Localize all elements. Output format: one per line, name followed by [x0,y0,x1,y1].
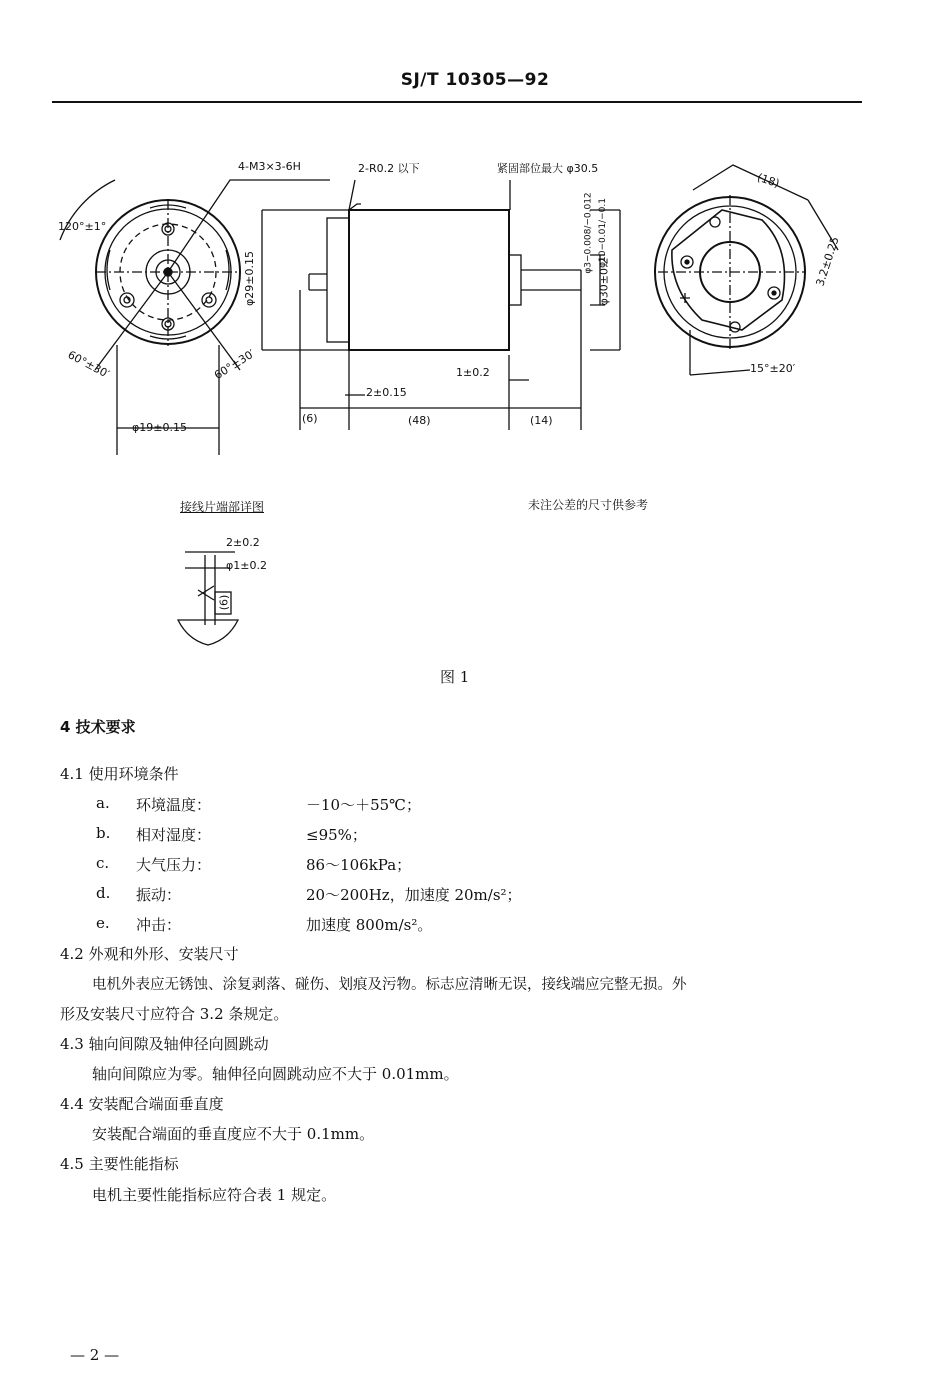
label-max-diameter: 紧固部位最大 φ30.5 [497,162,599,175]
item-b-value: ≤95%； [306,826,367,844]
figure-caption: 图 1 [440,668,470,686]
item-b-key: b. [96,824,111,842]
item-c-value: 86～106kPa； [306,856,412,874]
item-b-label: 相对湿度： [136,826,212,844]
section-4-3-body: 轴向间隙应为零。轴伸径向圆跳动应不大于 0.01mm。 [92,1065,459,1083]
label-dim-14: (14) [530,414,553,427]
label-dim-18: (18) [755,170,782,191]
section-4-2-title: 4.2 外观和外形、安装尺寸 [60,945,239,963]
item-d-key: d. [96,884,111,902]
section-4-4-title: 4.4 安装配合端面垂直度 [60,1095,224,1113]
label-dia29: φ29±0.15 [242,251,256,306]
item-a-label: 环境温度： [136,796,212,814]
label-dia10: φ10−0.01/−0.1 [597,198,608,268]
header-rule [52,101,862,103]
item-a-key: a. [96,794,110,812]
item-e-key: e. [96,914,110,932]
section-4-1-title: 4.1 使用环境条件 [60,765,179,783]
label-dim-1: 1±0.2 [456,366,490,379]
label-dim-2: 2±0.15 [366,386,407,399]
label-dia19: φ19±0.15 [132,421,187,434]
label-dim-6: (6) [302,412,318,425]
detail-dim-2: 2±0.2 [226,536,260,549]
label-thread: 4-M3×3-6H [238,160,301,173]
detail-title: 接线片端部详图 [180,500,265,514]
label-radius: 2-R0.2 以下 [358,162,420,175]
detail-dia-1: φ1±0.2 [226,559,267,572]
item-d-value: 20～200Hz，加速度 20m/s²； [306,886,522,904]
item-c-label: 大气压力： [136,856,212,874]
label-dim-48: (48) [408,414,431,427]
label-angle-60-right: 60°±30′ [211,347,258,382]
section-4-5-title: 4.5 主要性能指标 [60,1155,179,1173]
label-angle-120: 120°±1° [58,220,107,233]
item-c-key: c. [96,854,110,872]
motor-drawing [0,140,950,660]
section-4-4-body: 安装配合端面的垂直度应不大于 0.1mm。 [92,1125,375,1143]
section-4-3-title: 4.3 轴向间隙及轴伸径向圆跳动 [60,1035,269,1053]
document-code-header: SJ/T 10305—92 [400,70,550,90]
label-dia30: φ30±0.2 [597,257,611,306]
label-dia3: φ3−0.008/−0.012 [583,192,594,274]
label-angle-15: 15°±20′ [750,362,796,375]
rear-view [655,165,838,375]
label-dim-3-2: 3.2±0.25 [813,235,842,288]
note-tolerance: 未注公差的尺寸供参考 [528,498,649,512]
item-a-value: －10～＋55℃； [306,796,421,814]
section-4-title: 4 技术要求 [60,718,136,736]
page-number: — 2 — [70,1346,120,1364]
item-d-label: 振动： [136,886,182,904]
side-view [262,180,620,430]
label-angle-60-left: 60°±30′ [65,348,112,381]
item-e-label: 冲击： [136,916,182,934]
section-4-2-line2: 形及安装尺寸应符合 3.2 条规定。 [60,1005,289,1023]
section-4-2-line1: 电机外表应无锈蚀、涂复剥落、碰伤、划痕及污物。标志应清晰无误，接线端应完整无损。外 [92,977,687,993]
item-e-value: 加速度 800m/s²。 [306,916,433,934]
section-4-5-body: 电机主要性能指标应符合表 1 规定。 [92,1186,337,1204]
detail-dim-6: (6) [217,594,231,611]
